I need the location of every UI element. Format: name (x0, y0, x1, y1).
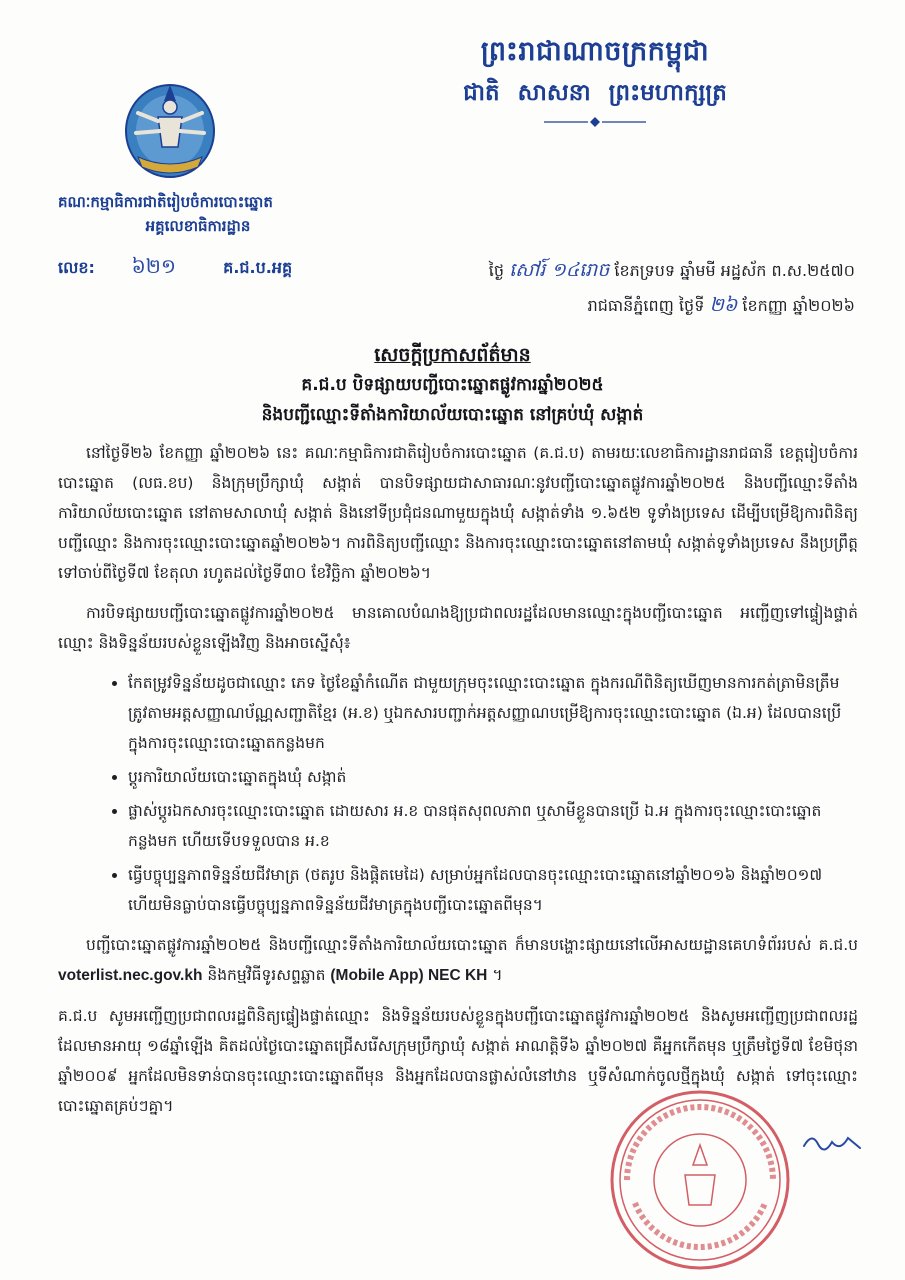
solar-date-handwritten-day: ២៦ (709, 294, 738, 316)
website-address[interactable]: voterlist.nec.gov.kh (58, 967, 203, 984)
mobile-app-name: (Mobile App) NEC KH (330, 967, 488, 984)
reference-number: ៦២១ (131, 254, 177, 278)
reference-number-row (58, 252, 378, 282)
paragraph-3 (58, 930, 858, 991)
org-name: គណៈកម្មាធិការជាតិរៀបចំការបោះឆ្នោត (58, 193, 273, 211)
solar-date (425, 288, 855, 323)
paragraph-3-text-2: និងកម្មវិធីទូរសព្ទឆ្លាត (207, 966, 326, 984)
paragraph-1: នៅថ្ងៃទី២៦ ខែកញ្ញា ឆ្នាំ២០២៦ នេះ គណៈកម្មាធិការជាតិរៀបចំការបោះឆ្នោត (គ.ជ.ប) តាមរយៈលេខាធិការដ្ឋានរាជធានី ខេត្តរៀបចំការបោះឆ្នោត (លធ.ខប) និងក្រុមប្រឹក្សាឃុំ សង្កាត់ បានបិទផ្សាយជាសាធារណៈនូវបញ្ជីបោះឆ្នោតផ្លូវការឆ្នាំ២០២៥ និងបញ្ជីឈ្មោះទីតាំងការិយាល័យបោះឆ្នោត នៅតាមសាលាឃុំ សង្កាត់ និងនៅទីប្រជុំជនណាមួយក្នុងឃុំ សង្កាត់ទាំង ១.៦៥២ ទូទាំងប្រទេស ដើម្បីបម្រើឱ្យការពិនិត្យបញ្ជីឈ្មោះ និងការចុះឈ្មោះបោះឆ្នោតឆ្នាំ២០២៦។ ការពិនិត្យបញ្ជីឈ្មោះ និងការចុះឈ្មោះបោះឆ្នោតនៅតាមឃុំ សង្កាត់ទូទាំងប្រទេស នឹងប្រព្រឹត្តទៅចាប់ពីថ្ងៃទី៧ ខែតុលា រហូតដល់ថ្ងៃទី៣០ ខែវិច្ឆិកា ឆ្នាំ២០២៦។ (58, 444, 858, 582)
lunar-date-prefix: ថ្ងៃ (488, 261, 504, 280)
list-item: • កែតម្រូវទិន្នន័យដូចជាឈ្មោះ ភេទ ថ្ងៃខែឆ្នាំកំណើត ជាមួយក្រុមចុះឈ្មោះបោះឆ្នោត ក្នុងករណីពិនិត្យឃើញមានការកត់ត្រាមិនត្រឹមត្រូវតាមអត្តសញ្ញាណប័ណ្ណសញ្ជាតិខ្មែរ (អ.ខ) ឬឯកសារបញ្ជាក់អត្តសញ្ញាណបម្រើឱ្យការចុះឈ្មោះបោះឆ្នោត (ឯ.អ) ដែលបានប្រើក្នុងការចុះឈ្មោះបោះឆ្នោតកន្លងមក (128, 668, 858, 758)
title-line-3: និងបញ្ជីឈ្មោះទីតាំងការិយាល័យបោះឆ្នោត នៅគ្រប់ឃុំ សង្កាត់ (261, 405, 644, 425)
org-department: អគ្គលេខាធិការដ្ឋាន (145, 217, 251, 235)
paragraph-3-text: បញ្ជីបោះឆ្នោតផ្លូវការឆ្នាំ២០២៥ និងបញ្ជីឈ្មោះទីតាំងការិយាល័យបោះឆ្នោត ក៏មានបង្ហោះផ្សាយនៅលើអាសយដ្ឋានគេហទំព័ររបស់ គ.ជ.ប (86, 936, 858, 954)
signature-icon (800, 1128, 870, 1158)
nec-logo-icon (120, 75, 220, 180)
request-list (58, 668, 858, 920)
list-item: • ប្តូរការិយាល័យបោះឆ្នោតក្នុងឃុំ សង្កាត់ (128, 762, 858, 792)
national-motto: ជាតិ សាសនា ព្រះមហាក្សត្រ (463, 80, 727, 106)
kingdom-header (355, 30, 835, 128)
issuing-organisation (58, 190, 358, 238)
solar-date-rest: ខែកញ្ញា ឆ្នាំ២០២៦ (742, 296, 855, 315)
paragraph-2: ការបិទផ្សាយបញ្ជីបោះឆ្នោតផ្លូវការឆ្នាំ២០២៥ មានគោលបំណងឱ្យប្រជាពលរដ្ឋដែលមានឈ្មោះក្នុងបញ្ជីបោះឆ្នោត អញ្ជើញទៅផ្ទៀងផ្ទាត់ឈ្មោះ និងទិន្នន័យរបស់ខ្លួនឡើងវិញ និងអាចស្នើសុំ៖ (58, 604, 858, 652)
official-seal-icon (605, 1085, 795, 1275)
title-line-1: សេចក្តីប្រកាសព័ត៌មាន (374, 344, 531, 366)
announcement-body (58, 438, 858, 1131)
lunar-date (425, 253, 855, 288)
paragraph-3-end: ។ (492, 966, 503, 984)
lunar-date-rest: ខែភទ្របទ ឆ្នាំមមី អដ្ឋស័ក ព.ស.២៥៧០ (614, 261, 855, 280)
announcement-title (90, 340, 815, 430)
kingdom-title: ព្រះរាជាណាចក្រកម្ពុជា (480, 36, 710, 67)
reference-suffix: គ.ជ.ប.អគ្គ (223, 258, 293, 277)
date-block (425, 253, 855, 323)
paragraph-4: គ.ជ.ប សូមអញ្ជើញប្រជាពលរដ្ឋពិនិត្យផ្ទៀងផ្ទាត់ឈ្មោះ និងទិន្នន័យរបស់ខ្លួនក្នុងបញ្ជីបោះឆ្នោតផ្លូវការឆ្នាំ២០២៥ និងសូមអញ្ជើញប្រជាពលរដ្ឋដែលមានអាយុ ១៨ឆ្នាំឡើង គិតដល់ថ្ងៃបោះឆ្នោតជ្រើសរើសក្រុមប្រឹក្សាឃុំ សង្កាត់ អាណត្តិទី៦ ឆ្នាំ២០២៧ គឺអ្នកកើតមុន ឬត្រឹមថ្ងៃទី៧ ខែមិថុនា ឆ្នាំ២០០៩ អ្នកដែលមិនទាន់បានចុះឈ្មោះបោះឆ្នោតពីមុន និងអ្នកដែលបានផ្លាស់លំនៅឋាន ឬទីសំណាក់ចូលថ្មីក្នុងឃុំ សង្កាត់ ទៅចុះឈ្មោះបោះឆ្នោតគ្រប់ៗគ្នា។ (58, 1007, 858, 1115)
solar-date-prefix: រាជធានីភ្នំពេញ ថ្ងៃទី (587, 296, 705, 315)
list-item: • ធ្វើបច្ចុប្បន្នភាពទិន្នន័យជីវមាត្រ (ថតរូប និងផ្តិតមេដៃ) សម្រាប់អ្នកដែលបានចុះឈ្មោះបោះឆ្នោតនៅឆ្នាំ២០១៦ និងឆ្នាំ២០១៧ ហើយមិនធ្លាប់បានធ្វើបច្ចុប្បន្នភាពទិន្នន័យជីវមាត្រក្នុងបញ្ជីបោះឆ្នោតពីមុន។ (128, 860, 858, 920)
reference-label: លេខ: (58, 258, 95, 277)
lunar-date-handwritten: សៅរ៍ ១៤រោច (509, 259, 610, 281)
title-line-2: គ.ជ.ប បិទផ្សាយបញ្ជីបោះឆ្នោតផ្លូវការឆ្នាំ២០២៥ (301, 375, 604, 395)
ornament-divider-icon (540, 116, 650, 128)
list-item: • ផ្លាស់ប្តូរឯកសារចុះឈ្មោះបោះឆ្នោត ដោយសារ អ.ខ បានផុតសុពលភាព ឬសាមីខ្លួនបានប្រើ ឯ.អ ក្នុងការចុះឈ្មោះបោះឆ្នោតកន្លងមក ហើយទើបទទួលបាន អ.ខ (128, 796, 858, 856)
